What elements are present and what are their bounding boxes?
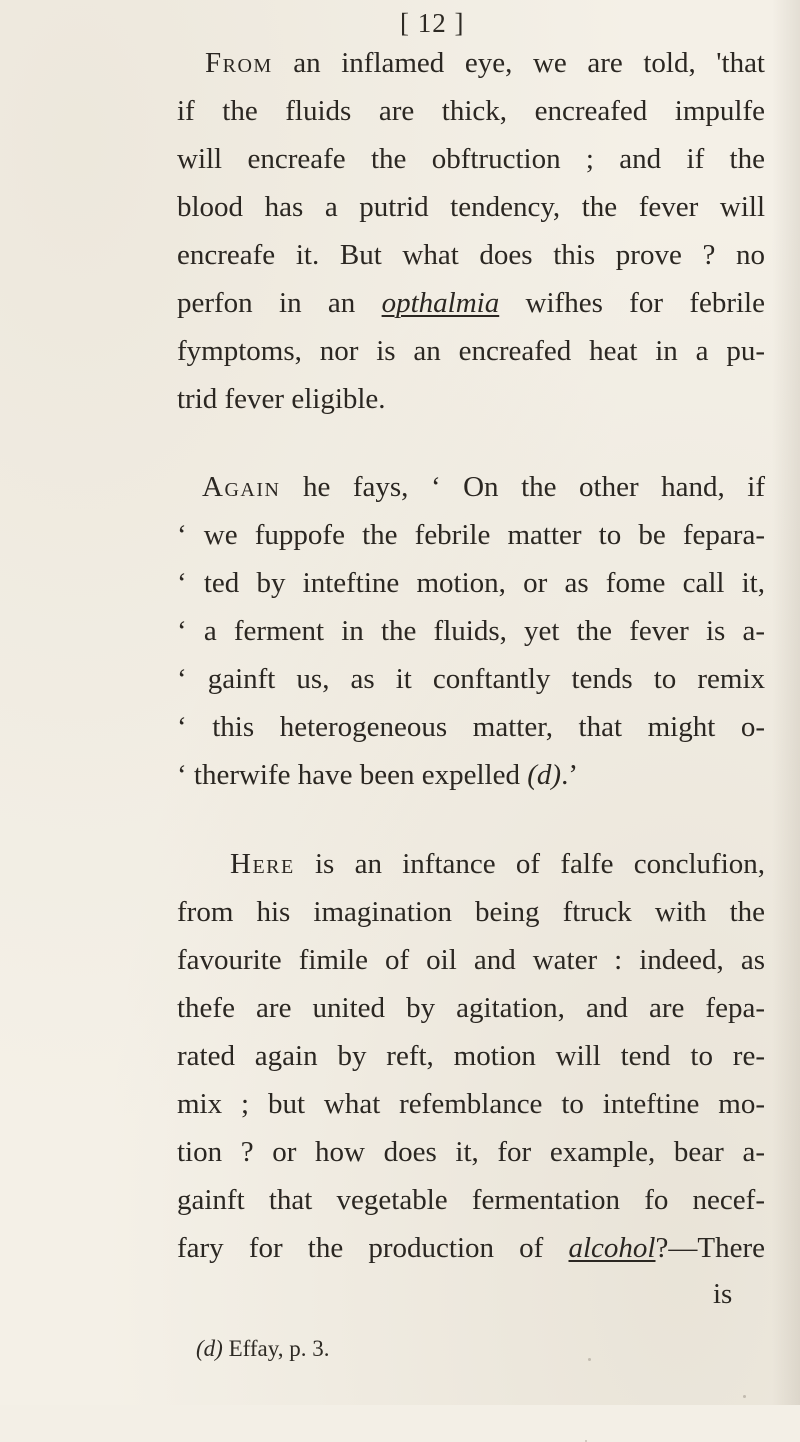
paragraph-3-lead: Here [230,848,295,880]
paragraph-1-line-6: perfon in an opthalmia wifhes for febrile [177,287,765,319]
paragraph-2-line-3: ‘ ted by inteftine motion, or as fome call it, [177,567,765,599]
page-edge-shadow [772,0,800,1405]
term-alcohol: alcohol [568,1232,656,1264]
paper-speck [743,1395,746,1398]
paragraph-2-line-6: ‘ this heterogeneous matter, that might o- [177,711,765,743]
footnote-reference: (d) [527,759,562,791]
paragraph-3-line-7: tion ? or how does it, for example, bear a- [177,1136,765,1168]
paragraph-2-line-2: ‘ we fuppofe the febrile matter to be fepara- [177,519,765,551]
footnote-marker: (d) [196,1336,223,1361]
paragraph-3-line-8: gainft that vegetable fermentation fo necef- [177,1184,765,1216]
paragraph-1-line-7: fymptoms, nor is an encreafed heat in a pu- [177,335,765,367]
paragraph-2-line-7: ‘ therwife have been expelled (d).’ [177,759,578,791]
paragraph-3-line-4: thefe are united by agitation, and are fepa- [177,992,765,1024]
term-opthalmia: opthalmia [381,287,500,319]
paragraph-1-line-3: will encreafe the obftruction ; and if the [177,143,765,175]
paragraph-1-line-2: if the fluids are thick, encreafed impulfe [177,95,765,127]
paragraph-3-line-3: favourite fimile of oil and water : indeed, as [177,944,765,976]
paragraph-2-line-5: ‘ gainft us, as it conftantly tends to remix [177,663,765,695]
paragraph-2-line-4: ‘ a ferment in the fluids, yet the fever is a- [177,615,765,647]
catchword: is [713,1278,733,1310]
paragraph-1-line-8: trid fever eligible. [177,383,386,415]
paragraph-3-line-5: rated again by reft, motion will tend to re- [177,1040,765,1072]
paragraph-1-lead: From [205,47,273,79]
paragraph-1-line-5: encreafe it. But what does this prove ? no [177,239,765,271]
footnote [196,1336,330,1362]
paragraph-1-line-4: blood has a putrid tendency, the fever will [177,191,765,223]
paragraph-3-line-9: fary for the production of alcohol?—There [177,1232,765,1264]
paragraph-1-line-1: From an inflamed eye, we are told, 'that [205,47,765,79]
paragraph-3-line-1: Here is an inftance of falfe conclufion, [230,848,765,880]
page-number: [ 12 ] [400,8,465,38]
paper-speck [588,1358,591,1361]
paragraph-3-line-2: from his imagination being ftruck with the [177,896,765,928]
paragraph-2-lead: Again [202,471,281,503]
paragraph-2-line-1: Again he fays, ‘ On the other hand, if [202,471,765,503]
paragraph-3-line-6: mix ; but what refemblance to inteftine mo- [177,1088,765,1120]
footnote-text: Effay, p. 3. [222,1336,330,1361]
